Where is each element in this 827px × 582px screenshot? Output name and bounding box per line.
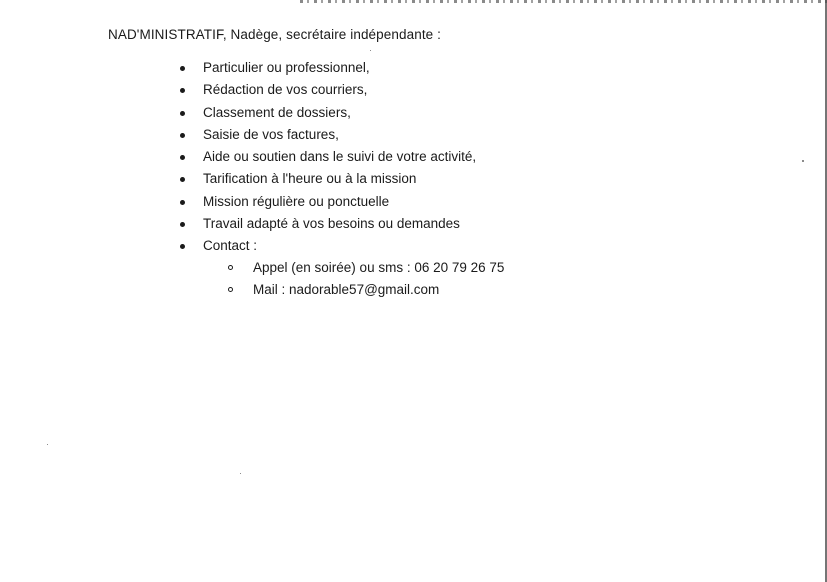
list-item-text: Travail adapté à vos besoins ou demandes (203, 216, 460, 232)
document-heading: NAD'MINISTRATIF, Nadège, secrétaire indépendante : (108, 27, 441, 42)
scan-speck (47, 444, 48, 445)
bullet-icon (180, 244, 185, 249)
scan-speck (240, 473, 241, 474)
bullet-icon (180, 177, 185, 182)
bullet-icon (180, 222, 185, 227)
bullet-icon (180, 133, 185, 138)
list-item-text: Particulier ou professionnel, (203, 60, 370, 75)
contact-phone: Appel (en soirée) ou sms : 06 20 79 26 75 (253, 260, 505, 276)
bullet-icon (180, 155, 185, 160)
list-item-text: Mission régulière ou ponctuelle (203, 193, 390, 209)
list-item-text: Rédaction de vos courriers, (203, 82, 368, 98)
bullet-icon (180, 111, 185, 116)
list-item-text: Classement de dossiers, (203, 104, 351, 120)
contact-label: Contact : (203, 238, 258, 254)
bullet-icon (180, 88, 185, 93)
scan-speck (802, 160, 804, 162)
bullet-icon (180, 66, 185, 71)
circle-bullet-icon (228, 287, 233, 292)
list-item-text: Saisie de vos factures, (203, 126, 339, 142)
list-item-text: Tarification à l'heure ou à la mission (203, 171, 417, 187)
scan-speck (370, 50, 371, 51)
list-item-text: Aide ou soutien dans le suivi de votre activité, (203, 149, 477, 165)
bullet-icon (180, 200, 185, 205)
contact-email: Mail : nadorable57@gmail.com (253, 282, 440, 298)
scan-top-edge-artifact (300, 0, 827, 3)
circle-bullet-icon (228, 265, 233, 270)
